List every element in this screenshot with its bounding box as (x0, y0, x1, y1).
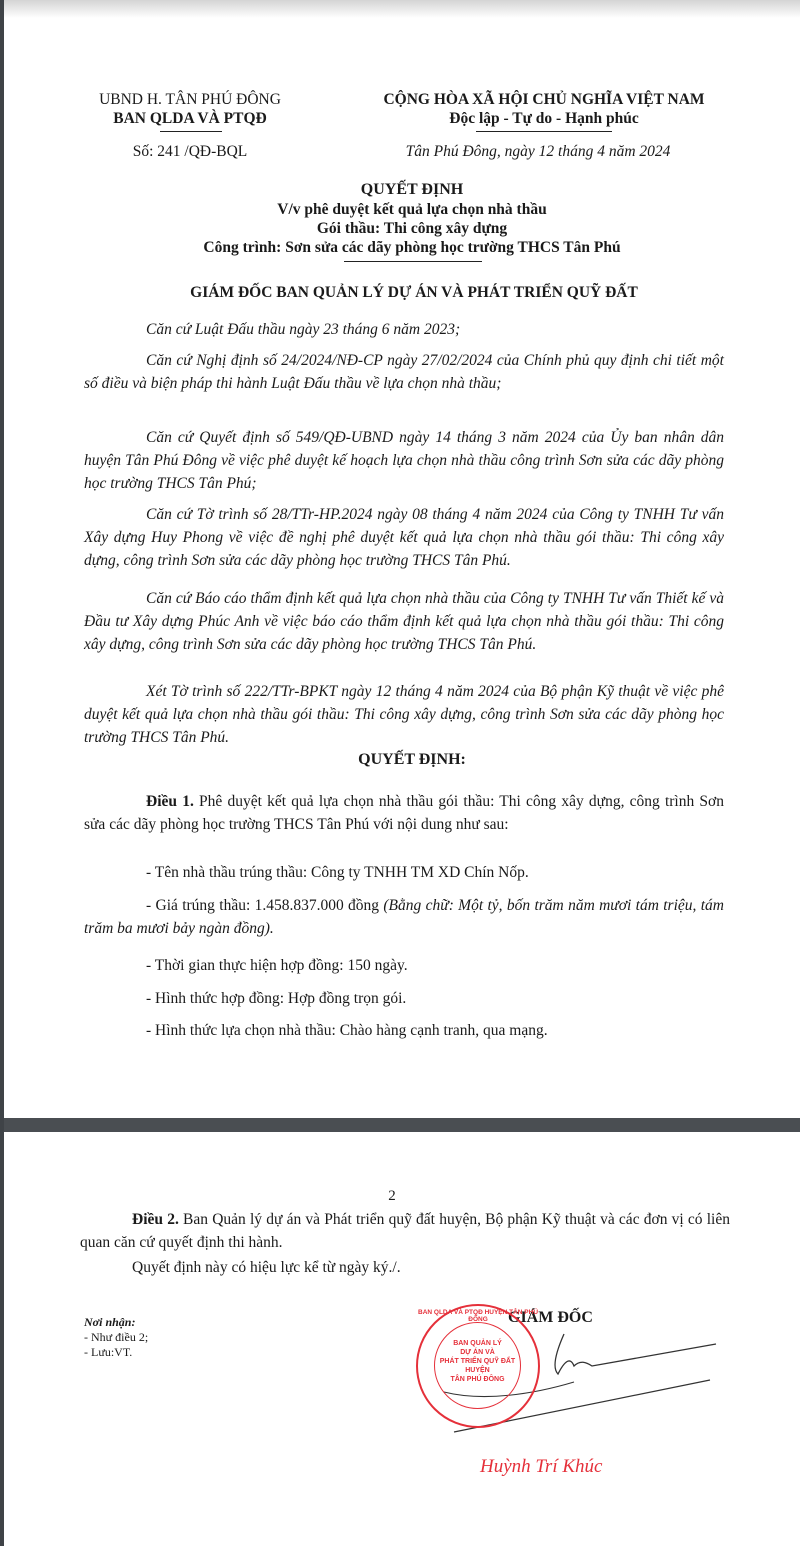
issuing-authority-title: GIÁM ĐỐC BAN QUẢN LÝ DỰ ÁN VÀ PHÁT TRIỂN QUỸ ĐẤT (190, 284, 638, 301)
stamp-line: TÂN PHÚ ĐÔNG (450, 1376, 505, 1383)
legal-basis-3: Căn cứ Quyết định số 549/QĐ-UBND ngày 14 tháng 3 năm 2024 của Ủy ban nhân dân huyện Tân Phú Đông về việc phê duyệt kế hoạch lựa chọn nhà thầu công trình Sơn sửa các dãy phòng học trường THCS Tân Phú; (84, 429, 724, 492)
national-motto: Độc lập - Tự do - Hạnh phúc (449, 110, 639, 127)
motto-underline (476, 131, 612, 132)
page-number: 2 (388, 1188, 396, 1204)
issuer-name: BAN QLDA VÀ PTQĐ (113, 110, 267, 127)
legal-basis-4: Căn cứ Tờ trình số 28/TTr-HP.2024 ngày 08 tháng 4 năm 2024 của Công ty TNHH Tư vấn Xây dựng Huy Phong về việc đề nghị phê duyệt kết quả lựa chọn nhà thầu gói thầu: Thi công xây dựng, công trình Sơn sửa các dãy phòng học trường THCS Tân Phú. (84, 506, 724, 569)
effective-clause: Quyết định này có hiệu lực kể từ ngày ký./. (132, 1259, 401, 1276)
legal-basis-1: Căn cứ Luật Đấu thầu ngày 23 tháng 6 năm 2023; (146, 321, 461, 338)
stamp-center (434, 1322, 521, 1409)
document-type-heading: QUYẾT ĐỊNH (360, 181, 464, 198)
recipients-title: Nơi nhận: (84, 1315, 136, 1329)
issuer-underline (160, 131, 222, 132)
official-stamp (416, 1304, 540, 1428)
document-page-2 (4, 1132, 800, 1546)
document-page-1 (4, 0, 800, 1118)
signer-name: Huỳnh Trí Khúc (480, 1456, 603, 1477)
article-2: Điều 2. Ban Quản lý dự án và Phát triển quỹ đất huyện, Bộ phận Kỹ thuật và các đơn vị có liên quan căn cứ quyết định thi hành. (80, 1211, 730, 1251)
stamp-line: DỰ ÁN VÀ (460, 1349, 495, 1356)
legal-basis-6: Xét Tờ trình số 222/TTr-BPKT ngày 12 tháng 4 năm 2024 của Bộ phận Kỹ thuật về việc phê duyệt kết quả lựa chọn nhà thầu gói thầu: Thi công xây dựng, công trình Sơn sửa các dãy phòng học trường THCS Tân Phú. (84, 683, 724, 746)
contract-duration: - Thời gian thực hiện hợp đồng: 150 ngày. (146, 957, 408, 974)
winning-contractor: - Tên nhà thầu trúng thầu: Công ty TNHH TM XD Chín Nốp. (146, 864, 529, 881)
decision-heading: QUYẾT ĐỊNH: (358, 751, 466, 768)
contract-type: - Hình thức hợp đồng: Hợp đồng trọn gói. (146, 990, 407, 1007)
selection-method: - Hình thức lựa chọn nhà thầu: Chào hàng cạnh tranh, qua mạng. (146, 1022, 548, 1039)
legal-basis-5: Căn cứ Báo cáo thẩm định kết quả lựa chọn nhà thầu của Công ty TNHH Tư vấn Thiết kế và Đầu tư Xây dựng Phúc Anh về việc báo cáo thẩm định kết quả lựa chọn nhà thầu gói thầu: Thi công xây dựng, công trình Sơn sửa các dãy phòng học trường THCS Tân Phú. (84, 590, 724, 653)
stamp-ring-text: BAN QLDA VÀ PTQĐ HUYỆN TÂN PHÚ ĐÔNG (418, 1309, 539, 1323)
bid-package: Gói thầu: Thi công xây dựng (316, 220, 508, 237)
stamp-line: PHÁT TRIỂN QUỸ ĐẤT (439, 1358, 516, 1365)
project-name: Công trình: Sơn sửa các dãy phòng học trường THCS Tân Phú (203, 239, 621, 256)
national-title: CỘNG HÒA XÃ HỘI CHỦ NGHĨA VIỆT NAM (383, 91, 705, 108)
document-number: Số: 241 /QĐ-BQL (132, 143, 248, 160)
title-underline (344, 261, 482, 262)
signer-title: GIÁM ĐỐC (508, 1309, 593, 1326)
recipient-item: - Lưu:VT. (84, 1345, 133, 1359)
document-date: Tân Phú Đông, ngày 12 tháng 4 năm 2024 (405, 143, 671, 160)
recipient-item: - Như điều 2; (84, 1330, 149, 1344)
article-1: Điều 1. Phê duyệt kết quả lựa chọn nhà thầu gói thầu: Thi công xây dựng, công trình Sơn sửa các dãy phòng học trường THCS Tân Phú với nội dung như sau: (84, 793, 725, 833)
stamp-line: BAN QUẢN LÝ (453, 1340, 502, 1347)
winning-price: - Giá trúng thầu: 1.458.837.000 đồng (Bằng chữ: Một tỷ, bốn trăm năm mươi tám triệu, tám trăm ba mươi bảy ngàn đồng). (84, 897, 724, 937)
issuer-authority: UBND H. TÂN PHÚ ĐÔNG (99, 91, 281, 108)
legal-basis-2: Căn cứ Nghị định số 24/2024/NĐ-CP ngày 27/02/2024 của Chính phủ quy định chi tiết một số điều và biện pháp thi hành Luật Đấu thầu về lựa chọn nhà thầu; (84, 352, 724, 392)
toolbar-shadow (4, 0, 800, 18)
stamp-line: HUYỆN (465, 1367, 490, 1374)
document-subject: V/v phê duyệt kết quả lựa chọn nhà thầu (277, 201, 547, 218)
